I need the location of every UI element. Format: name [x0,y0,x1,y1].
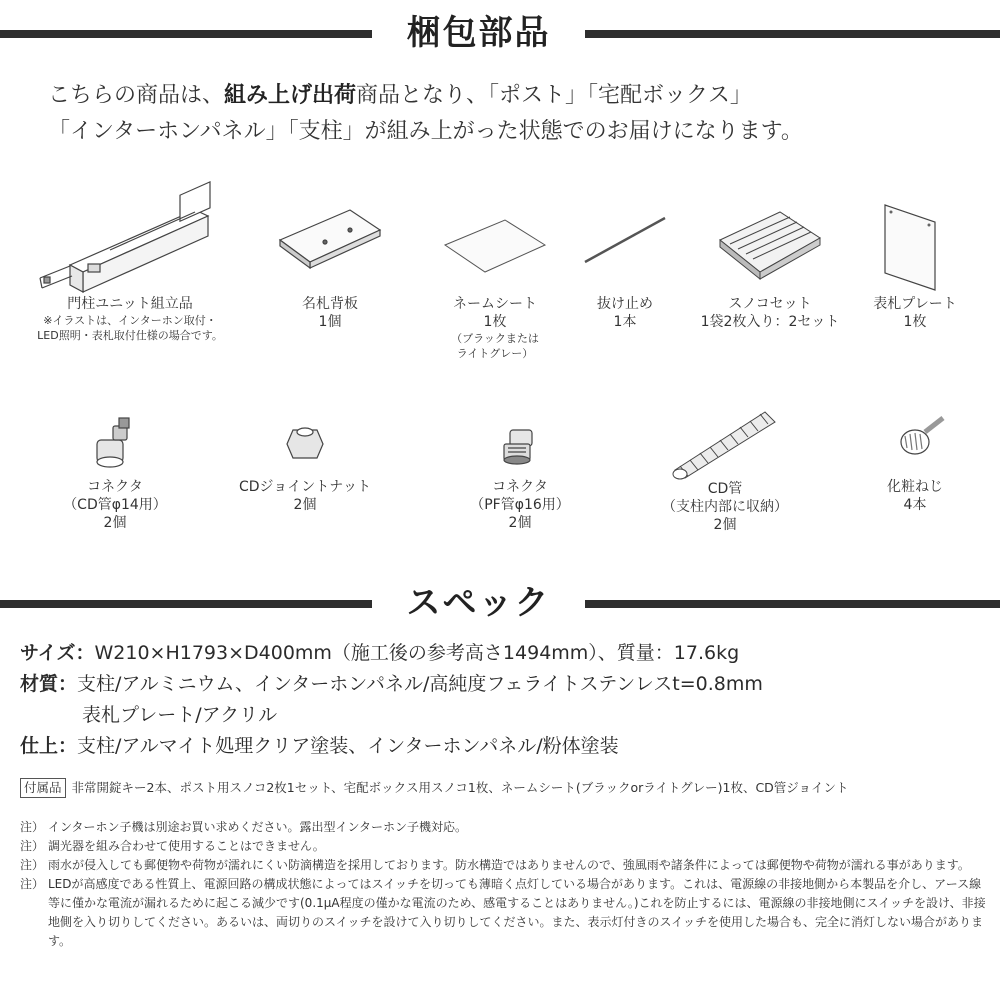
note-mark: 注） [20,858,45,872]
notes-list [20,818,990,951]
note-item [20,837,990,856]
spec-size [20,638,763,669]
part-note: ※イラストは、インターホン取付・ [43,314,217,327]
spec-material-value: 支柱/アルミニウム、インターホンパネル/高純度フェライトステンレスt=0.8mm [77,673,763,695]
part-quantity: 1枚 [483,314,507,330]
note-text: 調光器を組み合わせて使用することはできません。 [48,839,325,853]
part-name: ネームシート [453,296,537,312]
intro-line1-pre: こちらの商品は、 [48,83,225,108]
spec-section-header [0,578,1000,628]
part-quantity: 2個 [293,497,317,513]
connector-pf-icon [480,408,560,478]
intro-line-2: 「インターホンパネル」「支柱」が組み上がった状態でのお届けになります。 [48,119,803,144]
retaining-rod-icon [575,200,675,295]
part-quantity: 2個 [508,515,532,531]
part-name: 抜け止め [597,296,653,312]
part-note: （ブラックまたは [451,332,539,345]
part-quantity: 1袋2枚入り：2セット [700,314,840,330]
spec-list [20,638,763,762]
spec-finish [20,731,763,762]
header-bar-left [0,600,372,608]
spec-section-title: スペック [406,583,551,623]
part-decorative-screw [855,408,975,514]
part-quantity: 1本 [613,314,637,330]
part-quantity: 4本 [903,497,927,513]
decorative-screw-icon [875,408,955,478]
note-text: 雨水が侵入しても郵便物や荷物が濡れにくい防滴構造を採用しております。防水構造ではありませんので、強風雨や諸条件によっては郵便物や荷物が濡れる事があります。 [48,858,970,872]
spec-material-label: 材質： [20,673,78,695]
part-name: 門柱ユニット組立品 [67,296,193,312]
spec-finish-value: 支柱/アルマイト処理クリア塗装、インターホンパネル/粉体塗装 [77,735,619,757]
note-item [20,818,990,837]
intro-line1-post: 商品となり、「ポスト」「宅配ボックス」 [356,83,752,108]
part-name: 化粧ねじ [887,479,943,495]
slatted-board-icon [710,200,830,295]
spec-size-label: サイズ： [20,642,95,664]
spec-finish-label: 仕上： [20,735,78,757]
accessories-label: 付属品 [20,778,66,798]
part-subnote: （CD管φ14用） [63,497,167,513]
part-note: LED照明・表札取付仕様の場合です。 [37,329,223,342]
intro-line-1 [48,78,752,114]
gate-pillar-unit-icon [30,180,230,295]
spec-size-value: W210×H1793×D400mm（施工後の参考高さ1494mm）、質量：17.6kg [94,642,740,664]
part-name: スノコセット [728,296,812,312]
cd-tube-icon [660,400,790,480]
part-name: CD管 [707,481,743,497]
note-mark: 注） [20,839,45,853]
part-name: 表札プレート [873,296,957,312]
part-gate-pillar-unit [20,180,240,343]
part-subnote: （PF管φ16用） [470,497,570,513]
part-cd-tube [650,400,800,534]
note-item [20,875,990,951]
header-bar-right [585,600,1000,608]
accessories-line [20,778,849,798]
connector-cd-icon [75,408,155,478]
header-bar-right [585,30,1000,38]
part-nameplate [850,200,980,331]
packing-section-header [0,8,1000,58]
accessories-value: 非常開錠キー2本、ポスト用スノコ2枚1セット、宅配ボックス用スノコ1枚、ネームシート(ブラックorライトグレー)1枚、CD管ジョイント [71,780,849,795]
spec-material-2: 表札プレート/アクリル [82,704,278,726]
part-quantity: 1個 [318,314,342,330]
name-sheet-icon [435,200,555,295]
part-quantity: 2個 [103,515,127,531]
part-note: ライトグレー） [456,347,534,360]
part-name: コネクタ [492,479,548,495]
note-mark: 注） [20,877,45,891]
part-joint-nut [220,408,390,514]
note-text: LEDが高感度である性質上、電源回路の構成状態によってはスイッチを切っても薄暗く点灯している場合があります。これは、電源線の非接地側から本製品を介し、アース線等に僅かな電流が漏れるために起こる減少です(0.1μA程度の僅かな電流のため、感電することはありません。)これを防止するには、電源線の非接地側にスイッチを設け、非接地側を入り切りしてください。あるいは、両切りのスイッチを設けて入り切りしてください。また、表示灯付きのスイッチを使用した場合も、完全に消灯しない場合があります。 [48,877,986,948]
part-name: 名札背板 [302,296,358,312]
part-name: コネクタ [87,479,143,495]
part-subnote: （支柱内部に収納） [662,499,788,515]
part-name-sheet [420,200,570,361]
part-quantity: 2個 [713,517,737,533]
note-text: インターホン子機は別途お買い求めください。露出型インターホン子機対応。 [48,820,468,834]
part-connector-pf [445,408,595,532]
note-item [20,856,990,875]
header-bar-left [0,30,372,38]
part-slatted-board-set [690,200,850,331]
part-name: CDジョイントナット [239,479,371,495]
note-mark: 注） [20,820,45,834]
part-connector-cd [45,408,185,532]
spec-material [20,669,763,700]
packing-section-title: 梱包部品 [406,13,551,53]
intro-line1-bold: 組み上げ出荷 [224,83,357,108]
part-quantity: 1枚 [903,314,927,330]
nameplate-backboard-icon [270,200,390,295]
nameplate-icon [865,200,965,295]
joint-nut-icon [265,408,345,478]
part-nameplate-backboard [255,200,405,331]
part-retaining-rod [560,200,690,331]
